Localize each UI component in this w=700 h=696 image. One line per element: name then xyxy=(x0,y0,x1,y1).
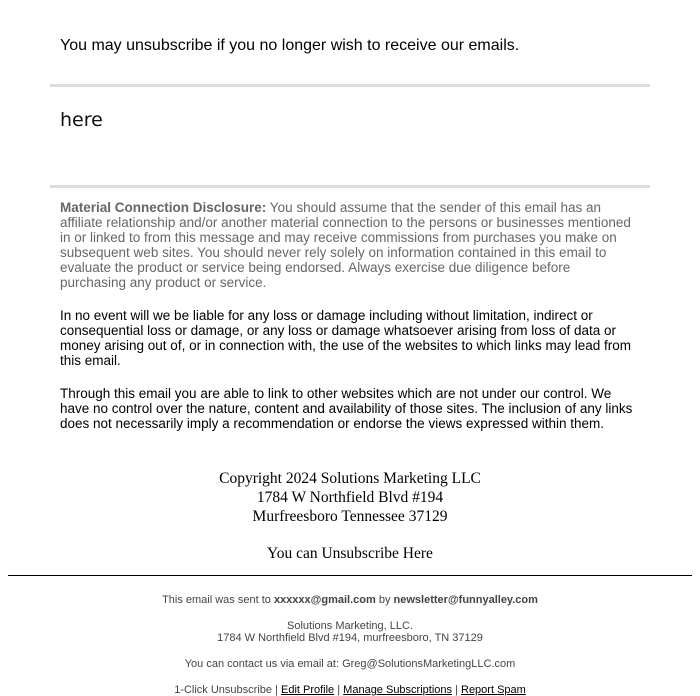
edit-profile-link[interactable]: Edit Profile xyxy=(280,684,335,696)
sender-email: newsletter@funnyalley.com xyxy=(393,594,538,606)
manage-subscriptions-link[interactable]: Manage Subscriptions xyxy=(343,684,453,696)
disclosure-text: You should assume that the sender of this email has an affiliate relationship and/or another material connection to the persons or businesses mentioned in or linked to from this message and may receive commissions from purchases you make on subsequent web sites. You should never rely solely on information contained in this email to evaluate the product or service being endorsed. Always exercise due diligence before purchasing any product or service. xyxy=(60,200,631,290)
disclosure-paragraph xyxy=(60,200,640,290)
unsubscribe-here-link[interactable]: You can Unsubscribe Here xyxy=(267,545,433,562)
email-body xyxy=(50,0,650,563)
one-click-unsubscribe[interactable]: 1-Click Unsubscribe xyxy=(174,684,272,696)
disclaimer-section xyxy=(50,188,650,431)
disclosure-label: Material Connection Disclosure: xyxy=(60,200,267,215)
unsubscribe-notice: You may unsubscribe if you no longer wish to receive our emails. xyxy=(60,37,520,54)
here-text[interactable]: here xyxy=(60,109,103,131)
copyright-line: Copyright 2024 Solutions Marketing LLC xyxy=(219,470,481,487)
sent-to-line xyxy=(0,594,700,606)
city-line: Murfreesboro Tennessee 37129 xyxy=(252,508,448,525)
report-spam-link[interactable]: Report Spam xyxy=(461,684,526,696)
sent-by: by xyxy=(375,594,394,606)
email-footer xyxy=(0,594,700,696)
separator: | xyxy=(452,684,461,696)
street-line: 1784 W Northfield Blvd #194 xyxy=(256,489,444,506)
here-link-block[interactable] xyxy=(50,87,650,185)
separator: | xyxy=(334,684,344,696)
footer-divider xyxy=(8,575,692,576)
recipient-email: xxxxxx@gmail.com xyxy=(273,594,376,606)
liability-paragraph: In no event will we be liable for any loss or damage including without limitation, indirect or consequential loss or damage, or any loss or damage whatsoever arising from loss of data or money arising out of, or in connection with, the use of the websites to which links may lead from this email. xyxy=(60,308,632,368)
postal-address xyxy=(50,469,650,563)
separator: | xyxy=(272,684,281,696)
external-links-paragraph: Through this email you are able to link to other websites which are not under our control. We have no control over the nature, content and availability of those sites. The inclusion of any links does not necessarily imply a recommendation or endorse the views expressed within them. xyxy=(60,386,633,431)
footer-links xyxy=(0,684,700,696)
company-name: Solutions Marketing, LLC. xyxy=(287,620,413,632)
contact-line: You can contact us via email at: Greg@SolutionsMarketingLLC.com xyxy=(184,658,516,670)
company-address: 1784 W Northfield Blvd #194, murfreesboro, TN 37129 xyxy=(217,632,483,644)
sent-prefix: This email was sent to xyxy=(162,594,274,606)
